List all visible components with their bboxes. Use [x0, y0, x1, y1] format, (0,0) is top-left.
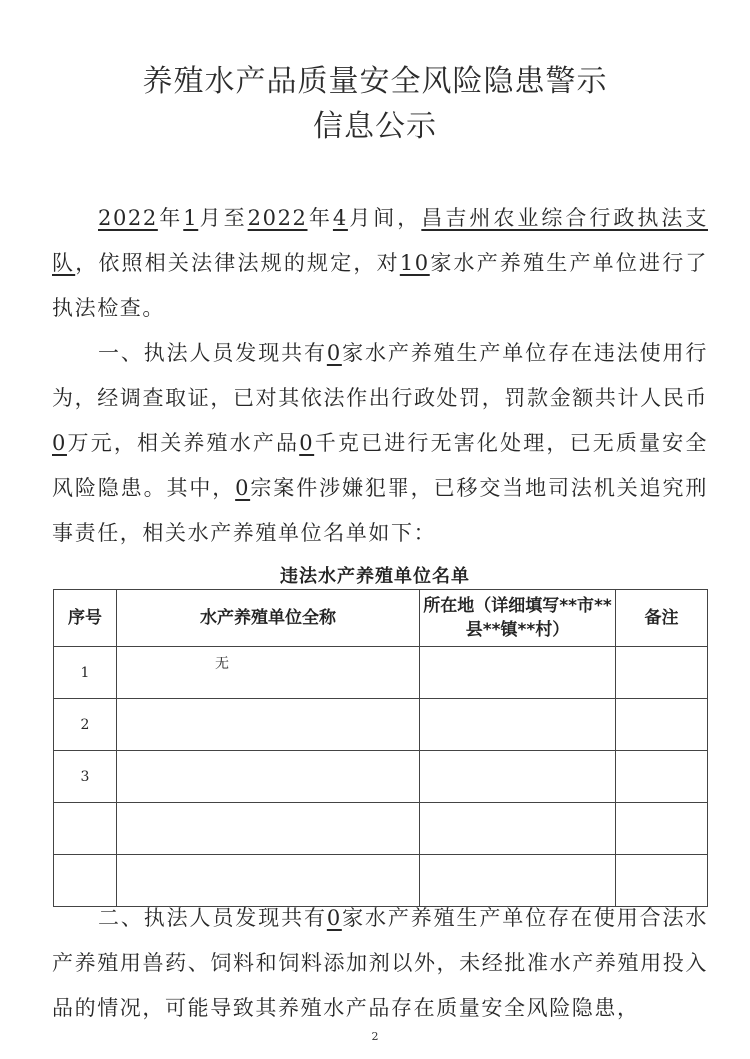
row-remark: [616, 647, 708, 699]
row-unit-name: [117, 699, 420, 751]
row-remark: [616, 751, 708, 803]
row-index: 1: [54, 647, 117, 699]
fine-amount: 0: [52, 431, 67, 455]
violation-unit-count: 0: [326, 341, 342, 365]
header-location: 所在地（详细填写**市**县**镇**村）: [420, 590, 616, 647]
table-title: 违法水产养殖单位名单: [280, 566, 470, 587]
row-location: [420, 647, 616, 699]
table-row: [54, 803, 708, 855]
table-row: [54, 647, 708, 699]
unapproved-input-unit-count: 0: [326, 906, 342, 930]
row-remark: [616, 699, 708, 751]
paragraph-inspection-summary: 2022年1月至2022年4月间，昌吉州农业综合行政执法支队，依照相关法律法规的规定，对10家水产养殖生产单位进行了执法检查。: [52, 206, 708, 320]
header-index: 序号: [54, 590, 117, 647]
criminal-case-count: 0: [235, 476, 251, 500]
header-unit-name: 水产养殖单位全称: [117, 590, 420, 647]
start-year: 2022: [98, 206, 158, 230]
row-location: [420, 803, 616, 855]
agency-name: 昌吉州农业综合行政执法支队: [52, 206, 708, 275]
document-title-line-2: 信息公示: [313, 109, 437, 144]
violation-units-table: [53, 589, 708, 907]
table-header-row: [54, 590, 708, 647]
page-number: 2: [371, 1030, 379, 1043]
row-location: [420, 751, 616, 803]
row-unit-name: 无: [117, 647, 420, 699]
row-index: 2: [54, 699, 117, 751]
table-row: [54, 699, 708, 751]
paragraph-violation-findings: 一、执法人员发现共有0家水产养殖生产单位存在违法使用行为，经调查取证，已对其依法作出行政处罚，罚款金额共计人民币0万元，相关养殖水产品0千克已进行无害化处理，已无质量安全风险隐患。其中，0宗案件涉嫌犯罪，已移交当地司法机关追究刑事责任，相关水产养殖单位名单如下：: [52, 341, 708, 545]
end-year: 2022: [247, 206, 308, 230]
row-index: 3: [54, 751, 117, 803]
paragraph-unapproved-inputs: 二、执法人员发现共有0家水产养殖生产单位存在使用合法水产养殖用兽药、饲料和饲料添加剂以外，未经批准水产养殖用投入品的情况，可能导致其养殖水产品存在质量安全风险隐患，: [52, 906, 708, 1020]
end-month: 4: [332, 206, 348, 230]
header-remark: 备注: [616, 590, 708, 647]
row-location: [420, 699, 616, 751]
inspected-unit-count: 10: [399, 251, 430, 275]
start-month: 1: [183, 206, 199, 230]
row-remark: [616, 803, 708, 855]
row-unit-name: [117, 803, 420, 855]
product-weight: 0: [299, 431, 315, 455]
document-title-line-1: 养殖水产品质量安全风险隐患警示: [142, 64, 608, 99]
row-index: [54, 803, 117, 855]
row-unit-name: [117, 751, 420, 803]
table-row: [54, 751, 708, 803]
